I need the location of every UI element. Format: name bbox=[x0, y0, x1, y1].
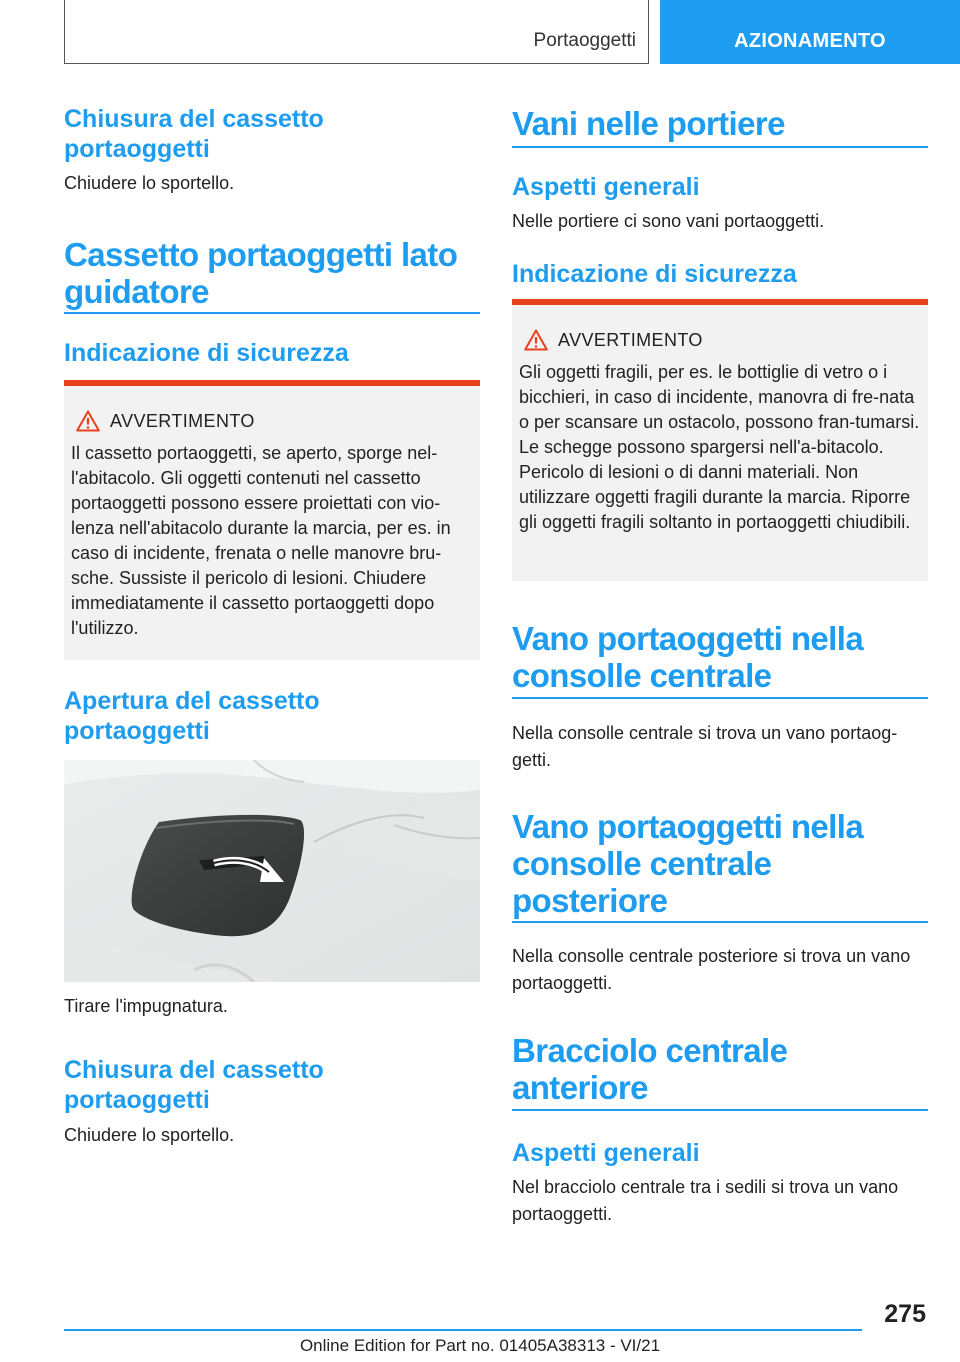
close-glovebox-text: Chiudere lo sportello. bbox=[64, 1125, 235, 1145]
warning-title-right: AVVERTIMENTO bbox=[558, 330, 703, 350]
heading-rule bbox=[512, 697, 928, 699]
close-top-heading: Chiusura del cassetto portaoggetti bbox=[64, 105, 324, 163]
warning-text-right: Gli oggetti fragili, per es. le bottiglie di vetro o i bicchieri, in caso di incidente, manovra di fre-nata o per scansare un ostacolo, possono fran-tumarsi. Le schegge possono spargersi nell'a-bitacolo. Pericolo di lesioni o di danni materiali. Non utilizzare oggetti fragili durante la marcia. Riporre gli oggetti fragili soltanto in portaoggetti chiudibili. bbox=[519, 362, 920, 532]
heading-rule bbox=[512, 1109, 928, 1111]
front-armrest-heading: Bracciolo centrale anteriore bbox=[512, 1032, 788, 1106]
warning-triangle-icon bbox=[524, 329, 548, 351]
general-heading: Aspetti generali bbox=[512, 173, 700, 201]
warning-triangle-icon bbox=[76, 410, 100, 432]
close-glovebox-heading: Chiusura del cassetto portaoggetti bbox=[64, 1056, 324, 1114]
armrest-text: Nel bracciolo centrale tra i sedili si trova un vano portaoggetti. bbox=[512, 1177, 899, 1224]
page-number: 275 bbox=[884, 1300, 926, 1328]
heading-rule bbox=[512, 146, 928, 148]
rear-console-text: Nella consolle centrale posteriore si trova un vano portaoggetti. bbox=[512, 946, 911, 993]
header-section-box bbox=[64, 0, 649, 64]
header-chapter-tab bbox=[660, 0, 960, 64]
warning-title-left: AVVERTIMENTO bbox=[110, 411, 255, 431]
glovebox-photo bbox=[64, 760, 480, 982]
footer-rule bbox=[64, 1329, 862, 1331]
safety-heading-right: Indicazione di sicurezza bbox=[512, 260, 797, 288]
rear-console-heading: Vano portaoggetti nella consolle centrale posteriore bbox=[512, 808, 864, 919]
close-top-text: Chiudere lo sportello. bbox=[64, 173, 235, 193]
console-compartment-heading: Vano portaoggetti nella consolle centrale bbox=[512, 620, 864, 694]
armrest-general-heading: Aspetti generali bbox=[512, 1139, 700, 1167]
warning-text-left: Il cassetto portaoggetti, se aperto, sporge nel-l'abitacolo. Gli oggetti contenuti nel cassetto portaoggetti possono essere proiettati con vio-lenza nell'abitacolo durante la marcia, per es. in caso di incidente, frenata o nelle manovre bru-sche. Sussiste il pericolo di lesioni. Chiudere immediatamente il cassetto portaoggetti dopo l'utilizzo. bbox=[71, 443, 451, 638]
header-section-title: Portaoggetti bbox=[533, 30, 636, 51]
heading-rule bbox=[512, 921, 928, 923]
warning-box-right bbox=[512, 299, 928, 581]
open-glovebox-heading: Apertura del cassetto portaoggetti bbox=[64, 687, 320, 745]
footer-edition: Online Edition for Part no. 01405A38313 - VI/21 bbox=[299, 1336, 661, 1355]
header-chapter-title: AZIONAMENTO bbox=[734, 30, 886, 52]
general-text: Nelle portiere ci sono vani portaoggetti. bbox=[512, 211, 825, 231]
heading-rule bbox=[64, 312, 480, 314]
safety-heading-left: Indicazione di sicurezza bbox=[64, 339, 349, 367]
door-compartments-heading: Vani nelle portiere bbox=[512, 105, 785, 142]
console-compartment-text: Nella consolle centrale si trova un vano portaog-getti. bbox=[512, 723, 898, 770]
warning-box-left bbox=[64, 380, 480, 660]
driver-glovebox-heading: Cassetto portaoggetti lato guidatore bbox=[64, 236, 458, 310]
open-glovebox-text: Tirare l'impugnatura. bbox=[64, 996, 228, 1016]
